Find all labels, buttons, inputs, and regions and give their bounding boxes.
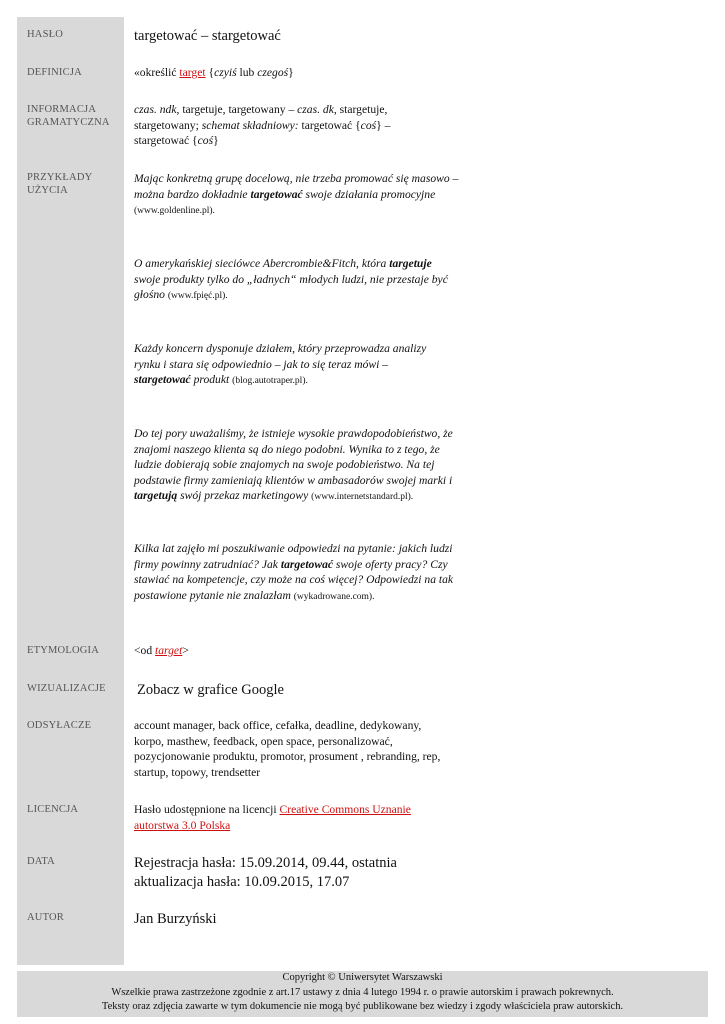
example-source: www.fpięć.pl — [171, 291, 223, 301]
grammar-text: czas. dk — [297, 103, 334, 116]
example-keyword: targetować — [250, 187, 303, 201]
definition — [134, 65, 464, 81]
etymology-text: > — [182, 644, 189, 657]
etymology-text: <od — [134, 644, 156, 657]
example-source: blog.autotraper.pl — [235, 376, 303, 386]
label-data: DATA — [27, 856, 55, 867]
example-text: Każdy koncern dysponuje działem, który przeprowadza analizy rynku i stara się odpowiednio – jak to się teraz mówi – — [134, 342, 427, 371]
label-haslo: HASŁO — [27, 29, 64, 40]
definition-text: { — [205, 66, 215, 79]
label-odsylacze: ODSYŁACZE — [27, 720, 92, 731]
cross-references: account manager, back office, cefałka, deadline, dedykowany, korpo, masthew, feedback, open space, personalizować, pozycjonowanie produktu, promotor, prosument , rebranding, rep, startup, topowy, trendsetter — [134, 719, 441, 779]
example-source: wykadrowane.com — [296, 591, 369, 602]
example-text: swój przekaz marketingowy — [177, 489, 309, 502]
license-text: Hasło udostępnione na licencji — [134, 803, 280, 816]
dates: Rejestracja hasła: 15.09.2014, 09.44, ostatnia aktualizacja hasła: 10.09.2015, 17.07 — [134, 855, 397, 890]
example-source: www.goldenline.pl — [137, 206, 210, 216]
grammar-text: targetować { — [298, 118, 361, 132]
example-text: swoje produkty tylko do „ładnych“ młodych ludzi, nie przestaje być głośno — [134, 272, 448, 301]
example-keyword: targetuje — [389, 257, 432, 270]
etymology — [134, 643, 464, 659]
grammar-text: } – stargetować { — [134, 118, 391, 147]
example-text: swoje działania promocyjne — [302, 187, 436, 201]
example-1: Mając konkretną grupę docelową, nie trzeba promować się masowo – można bardzo dokładnie targetować swoje działania promocyjne (www.goldenline.pl). — [134, 172, 459, 216]
footer-line-2: Wszelkie prawa zastrzeżone zgodnie z art.17 ustawy z dnia 4 lutego 1994 r. o prawie autorskim i prawach pokrewnych. — [111, 986, 614, 998]
example-keyword: targetować — [280, 557, 334, 571]
label-przyklady-uzycia: PRZYKŁADY UŻYCIA — [27, 172, 92, 196]
example-text: Kilka lat zajęło mi poszukiwanie odpowiedzi na pytanie: jakich ludzi firmy powinny zatrudniać? Jak — [134, 542, 453, 571]
label-wizualizacje: WIZUALIZACJE — [27, 683, 106, 694]
example-5: Kilka lat zajęło mi poszukiwanie odpowiedzi na pytanie: jakich ludzi firmy powinny zatrudniać? Jak targetować swoje oferty pracy? Czy stawiać na kompetencje, czy może na coś więcej? Odpowiedzi na tak postawione pytanie nie znalazłam (wykadrowane.com). — [134, 542, 454, 602]
footer-line-1: Copyright © Uniwersytet Warszawski — [282, 972, 443, 983]
google-images-link[interactable]: Zobacz w grafice Google — [137, 682, 284, 698]
definition-text: } — [288, 66, 294, 79]
example-text: swoje oferty pracy? Czy stawiać na kompetencje, czy może na coś więcej? Odpowiedzi na tak postawione pytanie nie znalazłam — [134, 557, 454, 602]
footer-line-3: Teksty oraz zdjęcia zawarte w tym dokumencie nie mogą być publikowane bez wiedzy i zgody właściciela praw autorskich. — [101, 1001, 624, 1012]
grammar-text: , targetuje, targetowany – — [176, 103, 298, 116]
grammar-info — [134, 102, 404, 149]
definition-link-target[interactable]: target — [179, 66, 206, 79]
label-column-background — [17, 17, 124, 965]
definition-text: lub — [236, 66, 258, 79]
etymology-link-target[interactable]: target — [155, 644, 183, 657]
copyright-footer — [17, 971, 708, 1017]
grammar-text: czas. ndk — [134, 103, 177, 116]
grammar-text: coś — [197, 134, 214, 147]
headword: targetować – stargetować — [134, 28, 281, 44]
label-etymologia: ETYMOLOGIA — [27, 645, 99, 656]
example-text: O amerykańskiej sieciówce Abercrombie&Fitch, która — [134, 257, 390, 270]
label-informacja-gramatyczna: INFORMACJA GRAMATYCZNA — [27, 104, 110, 128]
example-2: O amerykańskiej sieciówce Abercrombie&Fitch, która targetuje swoje produkty tylko do „ładnych“ młodych ludzi, nie przestaje być głośno (www.fpięć.pl). — [134, 257, 448, 301]
grammar-text: , stargetuje, stargetowany; — [134, 103, 388, 132]
definition-text: czegoś — [257, 66, 289, 79]
example-text: Mając konkretną grupę docelową, nie trzeba promować się masowo – można bardzo dokładnie — [134, 172, 459, 201]
license — [134, 802, 434, 833]
label-licencja: LICENCJA — [27, 804, 79, 815]
example-keyword: stargetować — [134, 373, 191, 386]
grammar-text: coś — [360, 118, 377, 132]
example-text: Do tej pory uważaliśmy, że istnieje wysokie prawdopodobieństwo, że znajomi naszego klienta są do niego podobni. Wynika to z tego, że ludzie dobierają sobie znajomych na swoje podobieństwo. Na tej podstawie firmy zamieniają klientów w ambasadorów swojej marki i — [134, 427, 453, 487]
definition-text: czyiś — [214, 66, 237, 79]
example-3: Każdy koncern dysponuje działem, który przeprowadza analizy rynku i stara się odpowiednio – jak to się teraz mówi – stargetować produkt (blog.autotraper.pl). — [134, 342, 427, 386]
grammar-text: } — [213, 134, 219, 147]
label-definicja: DEFINICJA — [27, 67, 82, 78]
license-link[interactable]: Creative Commons Uznanie autorstwa 3.0 Polska — [134, 803, 411, 832]
example-keyword: targetują — [134, 489, 178, 502]
label-autor: AUTOR — [27, 912, 64, 923]
author: Jan Burzyński — [134, 911, 217, 927]
example-4: Do tej pory uważaliśmy, że istnieje wysokie prawdopodobieństwo, że znajomi naszego klienta są do niego podobni. Wynika to z tego, że ludzie dobierają sobie znajomych na swoje podobieństwo. Na tej podstawie firmy zamieniają klientów w ambasadorów swojej marki i targetują swój przekaz marketingowy (www.internetstandard.pl). — [134, 427, 453, 502]
example-text: produkt — [190, 373, 230, 386]
definition-text: «określić — [134, 66, 180, 79]
grammar-text: schemat składniowy: — [201, 118, 299, 132]
example-source: www.internetstandard.pl — [314, 492, 408, 502]
